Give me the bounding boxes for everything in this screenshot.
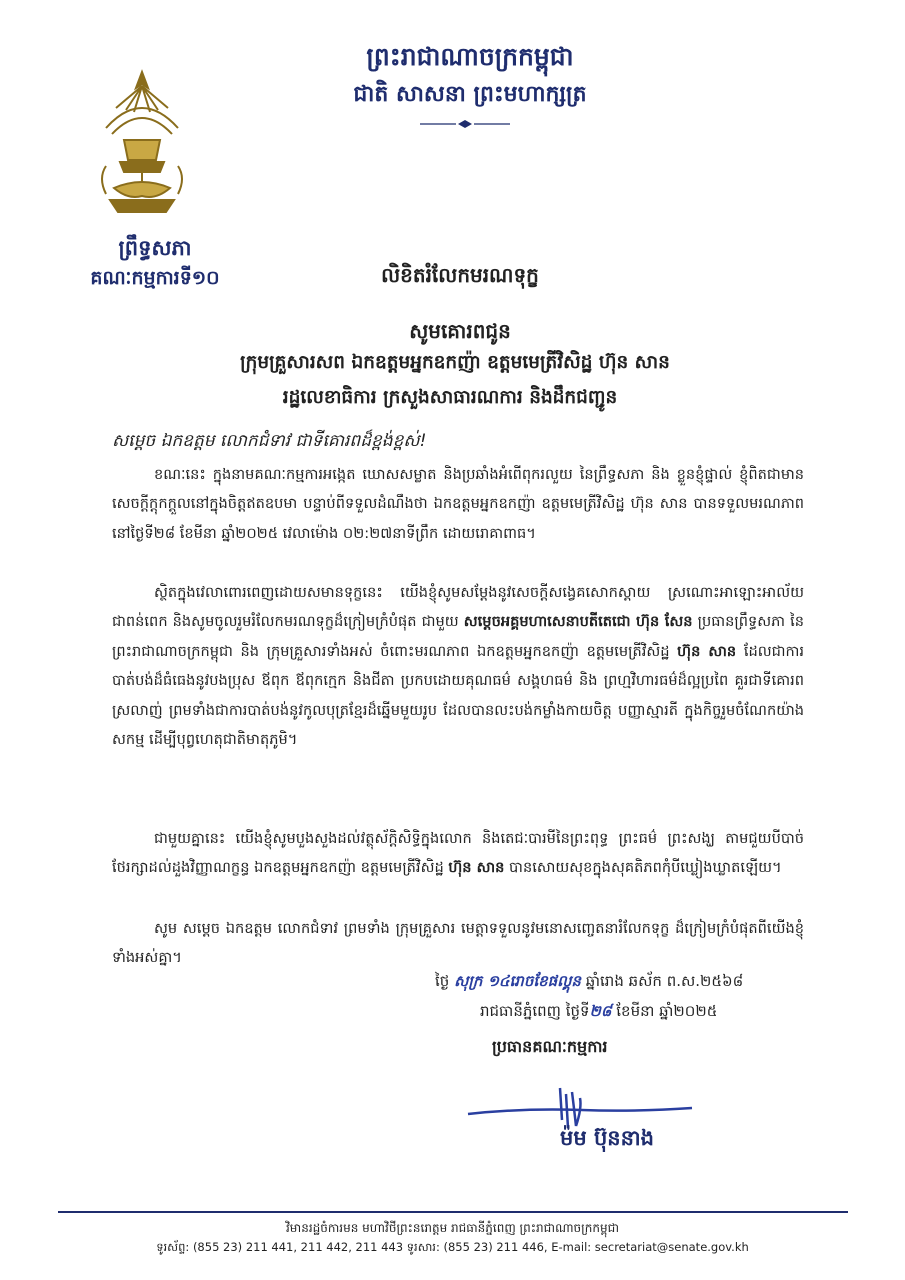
senate-emblem [96,68,188,218]
lunar-date [435,972,845,994]
respect-line: សូមគោរពជូន [409,319,511,343]
paragraph-2-name-hun-sen: សម្តេចអគ្គមហាសេនាបតីតេជោ ហ៊ុន សែន [463,613,693,631]
paragraph-2-text-a: ស្ថិតក្នុងវេលាពោរពេញដោយសមានទុក្ខនេះ យើងខ្ញុំសូមសម្តែងនូវសេចក្តីសង្វេគសោកស្តាយ ស្រណោះអាឡោះអាល័យជាពន់ពេក និងសូមចូលរួមរំលែកមរណទុក្ខដ៏ក្រៀមក្រំបំផុត ជាមួយ [112,584,804,631]
solar-date [480,1002,810,1024]
org-name: ព្រឹទ្ធសភា [118,236,192,260]
footer-rule [58,1211,848,1213]
recipient-line-1: ក្រុមគ្រួសារសព ឯកឧត្តមអ្នកឧកញ៉ា ឧត្តមមេត្រីវិសិដ្ឋ ហ៊ុន សាន [240,352,670,373]
paragraph-2-text-e: ដែលជាការបាត់បង់ដ៏ធំធេងនូវបងប្រុស ឪពុក ឪពុកក្មេក និងជីតា ប្រកបដោយគុណធម៌ សង្គហធម៌ និង ព្រហ្មវិហារធម៌ដ៏ល្អប្រពៃ គួរជាទីគោរពស្រលាញ់ ព្រមទាំងជាការបាត់បង់នូវកូលបុត្រខ្មែរដ៏ឆ្នើមមួយរូប ដែលបានលះបង់កម្លាំងកាយចិត្ត បញ្ញាស្មារតី ក្នុងកិច្ចរួមចំណែកយ៉ាងសកម្ម ដើម្បីបុព្វហេតុជាតិមាតុភូមិ។ [112,642,805,749]
salutation: សម្តេច ឯកឧត្តម លោកជំទាវ ជាទីគោរពដ៏ខ្ពង់ខ្ពស់! [112,431,427,451]
paragraph-2 [112,578,804,754]
national-motto: ជាតិ សាសនា ព្រះមហាក្សត្រ [353,82,587,107]
paragraph-3 [112,824,804,883]
signatory-name: ម៉ម ប៊ុននាង [560,1126,654,1150]
recipient-line-2: រដ្ឋលេខាធិការ ក្រសួងសាធារណការ និងដឹកជញ្ជូន [282,387,618,408]
paragraph-2-text-c: ប្រធានព្រឹទ្ធសភា នៃព្រះរាជាណាចក្រកម្ពុជា និង ក្រុមគ្រួសារទាំងអស់ ចំពោះមរណភាព ឯកឧត្តមអ្នកឧកញ៉ា ឧត្តមមេត្រីវិសិដ្ឋ [112,613,804,660]
paragraph-1 [112,460,804,548]
paragraph-3-name-hun-san: ហ៊ុន សាន [448,859,505,877]
paragraph-1-text: ខណៈនេះ ក្នុងនាមគណៈកម្មការអង្កេត ឃោសសម្លាត និងប្រឆាំងអំពើពុករលួយ នៃព្រឹទ្ធសភា និង ខ្លួនខ្ញុំផ្ទាល់ ខ្ញុំពិតជាមានសេចក្តីក្តុកក្តួលនៅក្នុងចិត្តឥតឧបមា បន្ទាប់ពីទទួលដំណឹងថា ឯកឧត្តមអ្នកឧកញ៉ា ឧត្តមមេត្រីវិសិដ្ឋ ហ៊ុន សាន បានទទួលមរណភាពនៅថ្ងៃទី២៨ ខែមីនា ឆ្នាំ២០២៥ វេលាម៉ោង ០២:២៧នាទីព្រឹក ដោយរោគាពាធ។ [112,466,804,542]
paragraph-2-name-hun-san: ហ៊ុន សាន [677,642,737,660]
solar-date-suffix: ខែមីនា ឆ្នាំ២០២៥ [616,1002,718,1020]
signatory-role: ប្រធានគណៈកម្មការ [492,1037,608,1056]
footer-address: វិមានរដ្ឋចំការមន មហាវិថីព្រះនរោត្តម រាជធានីភ្នំពេញ ព្រះរាជាណាចក្រកម្ពុជា [285,1221,619,1235]
paragraph-3-text-a: ជាមួយគ្នានេះ យើងខ្ញុំសូមបួងសួងដល់វត្ថុស័ក្តិសិទ្ធិក្នុងលោក និងតេជៈបារមីនៃព្រះពុទ្ធ ព្រះធម៌ ព្រះសង្ឃ តាមជួយបីបាច់ថែរក្សាដល់ដួងវិញ្ញាណក្ខន្ធ ឯកឧត្តមអ្នកឧកញ៉ា ឧត្តមមេត្រីវិសិដ្ឋ [112,830,804,877]
paragraph-3-text-c: បានសោយសុខក្នុងសុគតិភពកុំបីឃ្លៀងឃ្លាតឡើយ។ [509,859,782,877]
solar-date-handwritten: ២៨ [589,1002,612,1020]
footer-contact: ទូរស័ព្ទ: (855 23) 211 441, 211 442, 211 443 ទូរសារ: (855 23) 211 446, E-mail: secretariat@senate.gov.kh [156,1240,749,1254]
document-title: លិខិតរំលែកមរណទុក្ខ [381,263,539,287]
kingdom-title: ព្រះរាជាណាចក្រកម្ពុជា [366,42,574,71]
solar-date-prefix: រាជធានីភ្នំពេញ ថ្ងៃទី [480,1002,590,1020]
org-unit: គណៈកម្មការទី១០ [90,267,220,289]
lunar-date-prefix: ថ្ងៃ [435,972,450,990]
lunar-date-suffix: ឆ្នាំរោង ឆស័ក ព.ស.២៥៦៨ [585,972,744,990]
divider-ornament [420,120,510,128]
paragraph-4-text: សូម សម្តេច ឯកឧត្តម លោកជំទាវ ព្រមទាំង ក្រុមគ្រួសារ មេត្តាទទួលនូវមនោសញ្ចេតនារំលែកទុក្ខ ដ៏ក្រៀមក្រំបំផុតពីយើងខ្ញុំទាំងអស់គ្នា។ [112,920,804,967]
paragraph-4 [112,914,804,973]
lunar-date-handwritten: សុក្រ ១៤រោចខែផល្គុន [454,972,581,990]
